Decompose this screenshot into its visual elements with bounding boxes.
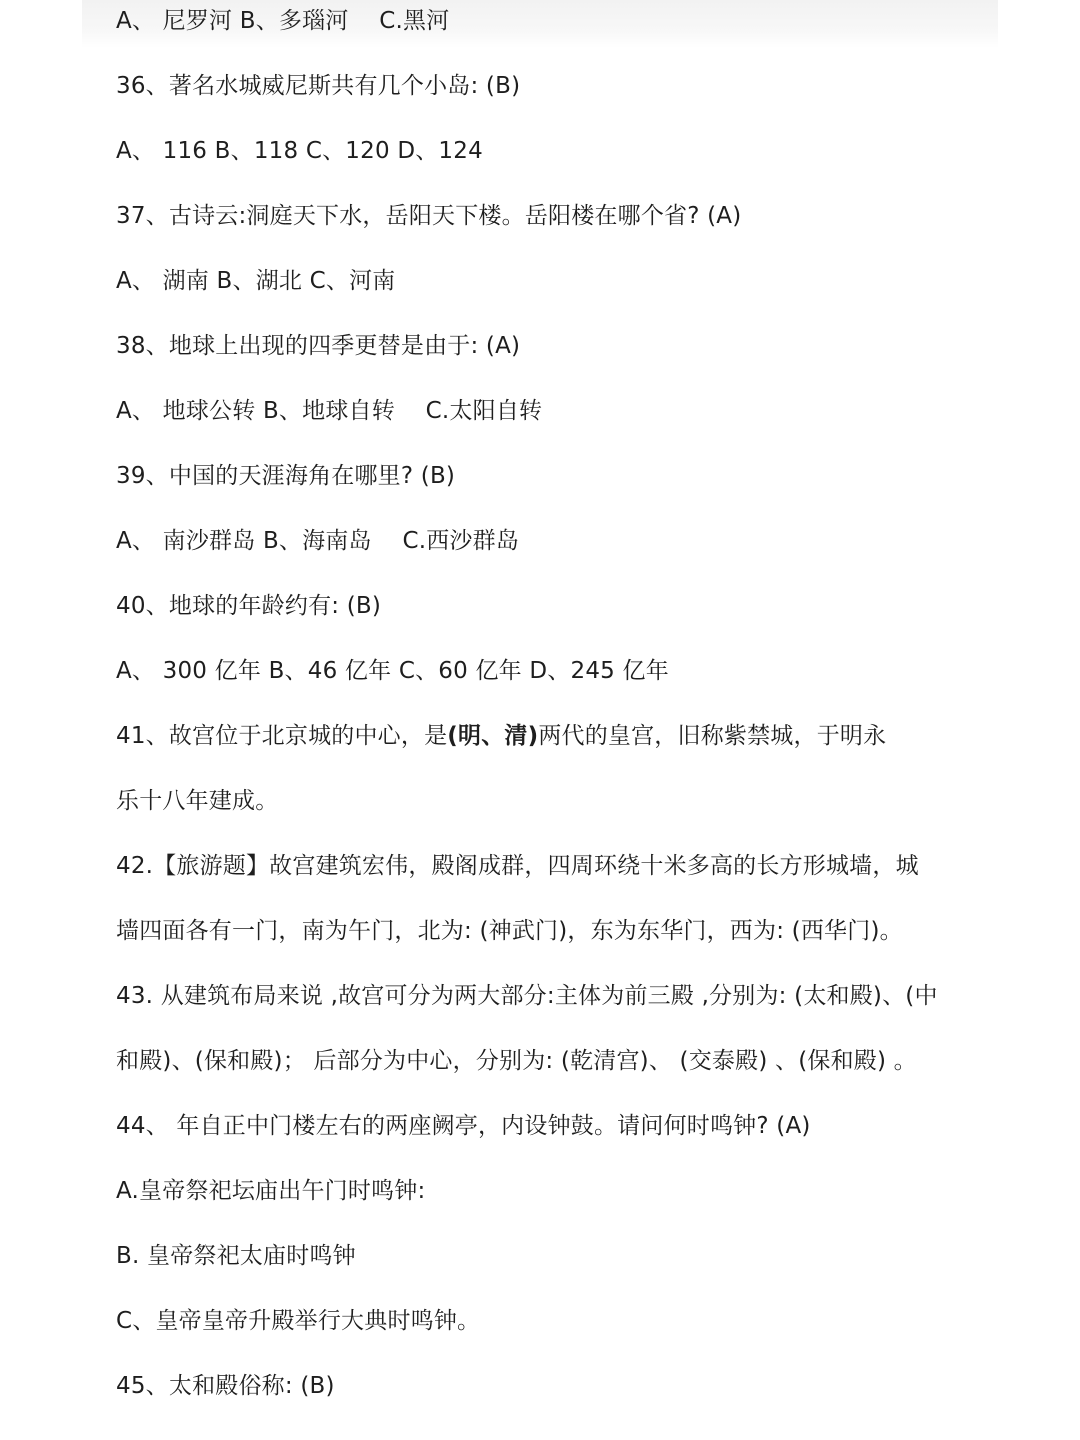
question-38: 38、地球上出现的四季更替是由于: (A) xyxy=(116,333,521,359)
question-41-line-2: 乐十八年建成。 xyxy=(116,788,279,814)
question-43-line-2: 和殿)、(保和殿)； 后部分为中心，分别为: (乾清宫)、 (交泰殿) 、(保和殿) 。 xyxy=(116,1048,917,1074)
options-37: A、 湖南 B、湖北 C、河南 xyxy=(116,268,396,294)
question-42-line-2: 墙四面各有一门，南为午门，北为: (神武门)，东为东华门，西为: (西华门)。 xyxy=(116,918,903,944)
options-39: A、 南沙群岛 B、海南岛 C.西沙群岛 xyxy=(116,528,520,554)
question-39: 39、中国的天涯海角在哪里? (B) xyxy=(116,463,456,489)
question-40: 40、地球的年龄约有: (B) xyxy=(116,593,382,619)
question-41-answer: (明、清) xyxy=(447,723,539,749)
question-36: 36、著名水城威尼斯共有几个小岛: (B) xyxy=(116,73,521,99)
option-44-b: B. 皇帝祭祀太庙时鸣钟 xyxy=(116,1243,356,1269)
options-36: A、 116 B、118 C、120 D、124 xyxy=(116,138,483,164)
question-45: 45、太和殿俗称: (B) xyxy=(116,1373,335,1399)
question-37: 37、古诗云:洞庭天下水，岳阳天下楼。岳阳楼在哪个省? (A) xyxy=(116,203,742,229)
question-43-line-1: 43. 从建筑布局来说 ,故宫可分为两大部分:主体为前三殿 ,分别为: (太和殿)、(中 xyxy=(116,983,938,1009)
options-40: A、 300 亿年 B、46 亿年 C、60 亿年 D、245 亿年 xyxy=(116,658,669,684)
option-44-c: C、皇帝皇帝升殿举行大典时鸣钟。 xyxy=(116,1308,481,1334)
question-42-line-1: 42.【旅游题】故宫建筑宏伟，殿阁成群，四周环绕十米多高的长方形城墙，城 xyxy=(116,853,919,879)
question-41-line-1 xyxy=(116,721,886,751)
option-44-a: A.皇帝祭祀坛庙出午门时鸣钟: xyxy=(116,1178,426,1204)
question-41-text-after: 两代的皇宫，旧称紫禁城，于明永 xyxy=(538,723,887,749)
question-44: 44、 年自正中门楼左右的两座阙亭，内设钟鼓。请问何时鸣钟? (A) xyxy=(116,1113,811,1139)
options-35: A、 尼罗河 B、多瑙河 C.黑河 xyxy=(116,8,450,34)
question-41-text-before: 41、故宫位于北京城的中心，是 xyxy=(116,723,448,749)
options-38: A、 地球公转 B、地球自转 C.太阳自转 xyxy=(116,398,543,424)
